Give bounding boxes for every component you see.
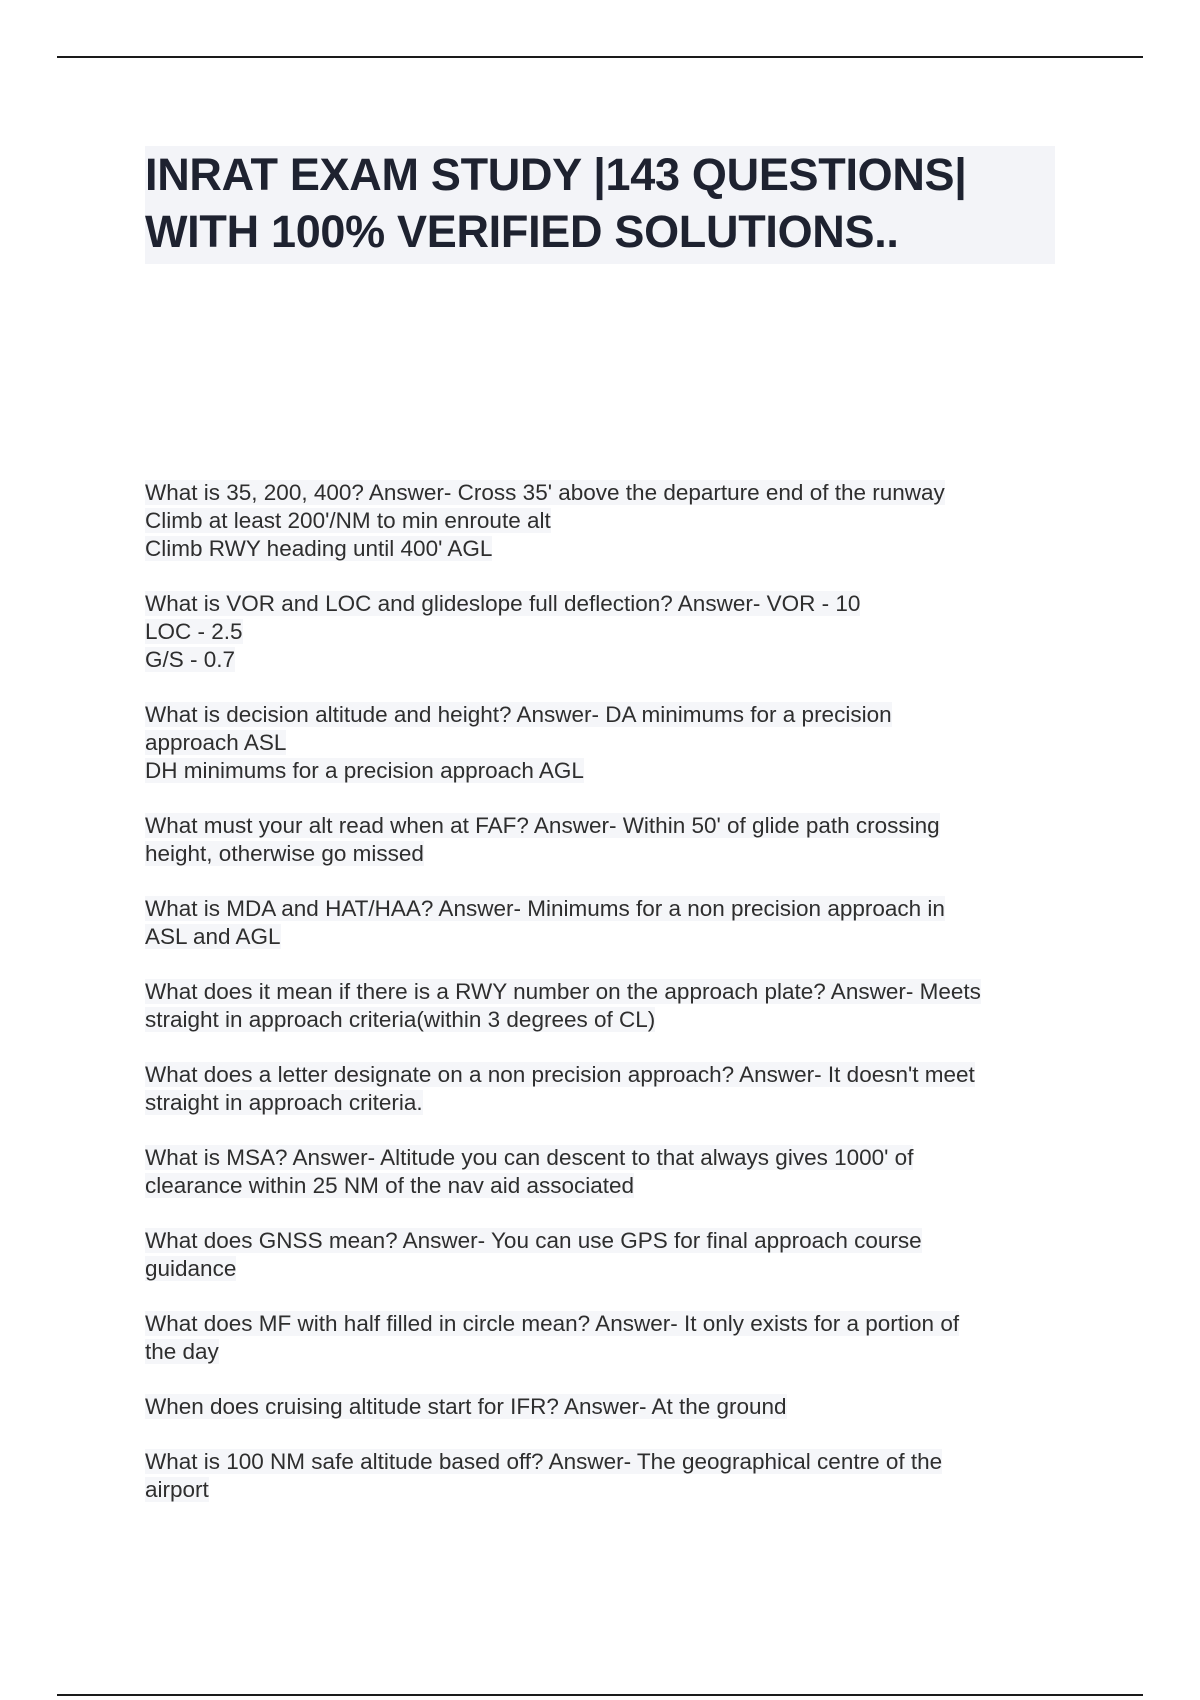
qa-line bbox=[145, 1393, 1075, 1421]
qa-line-text: What does a letter designate on a non precision approach? Answer- It doesn't meet bbox=[145, 1062, 975, 1087]
title-line-1: INRAT EXAM STUDY |143 QUESTIONS| bbox=[145, 149, 967, 200]
qa-line-text: What is MDA and HAT/HAA? Answer- Minimums for a non precision approach in bbox=[145, 896, 945, 921]
qa-line-text: Climb RWY heading until 400' AGL bbox=[145, 536, 493, 561]
top-rule bbox=[57, 56, 1143, 58]
qa-line-text: the day bbox=[145, 1339, 219, 1364]
qa-line-text: G/S - 0.7 bbox=[145, 647, 236, 672]
qa-line bbox=[145, 757, 1075, 785]
qa-line bbox=[145, 479, 1075, 507]
qa-item bbox=[145, 895, 1075, 951]
qa-line bbox=[145, 923, 1075, 951]
qa-line bbox=[145, 1310, 1075, 1338]
qa-line bbox=[145, 646, 1075, 674]
qa-line bbox=[145, 1006, 1075, 1034]
qa-line bbox=[145, 1172, 1075, 1200]
qa-item bbox=[145, 1061, 1075, 1117]
qa-item bbox=[145, 1310, 1075, 1366]
qa-line-text: What does MF with half filled in circle mean? Answer- It only exists for a portion of bbox=[145, 1311, 960, 1336]
qa-line bbox=[145, 701, 1075, 729]
qa-item bbox=[145, 812, 1075, 868]
qa-line-text: height, otherwise go missed bbox=[145, 841, 424, 866]
qa-line bbox=[145, 729, 1075, 757]
qa-item bbox=[145, 1227, 1075, 1283]
qa-line-text: LOC - 2.5 bbox=[145, 619, 243, 644]
document-title bbox=[145, 146, 1055, 264]
qa-line-text: What must your alt read when at FAF? Answer- Within 50' of glide path crossing bbox=[145, 813, 940, 838]
qa-item bbox=[145, 1393, 1075, 1421]
qa-line bbox=[145, 590, 1075, 618]
qa-line-text: guidance bbox=[145, 1256, 237, 1281]
qa-line bbox=[145, 1476, 1075, 1504]
qa-line bbox=[145, 1061, 1075, 1089]
qa-line-text: Climb at least 200'/NM to min enroute alt bbox=[145, 508, 551, 533]
qa-line-text: approach ASL bbox=[145, 730, 287, 755]
qa-line-text: When does cruising altitude start for IFR? Answer- At the ground bbox=[145, 1394, 787, 1419]
qa-line bbox=[145, 1338, 1075, 1366]
qa-item bbox=[145, 479, 1075, 563]
qa-item bbox=[145, 1448, 1075, 1504]
qa-line bbox=[145, 812, 1075, 840]
qa-line-text: airport bbox=[145, 1477, 209, 1502]
qa-line-text: DH minimums for a precision approach AGL bbox=[145, 758, 584, 783]
title-line-2: WITH 100% VERIFIED SOLUTIONS.. bbox=[145, 206, 899, 257]
qa-line bbox=[145, 535, 1075, 563]
qa-list bbox=[145, 479, 1075, 1531]
qa-item bbox=[145, 701, 1075, 785]
qa-line bbox=[145, 618, 1075, 646]
qa-line bbox=[145, 1144, 1075, 1172]
qa-line bbox=[145, 1448, 1075, 1476]
qa-line-text: What is decision altitude and height? Answer- DA minimums for a precision bbox=[145, 702, 892, 727]
qa-line bbox=[145, 1227, 1075, 1255]
qa-item bbox=[145, 590, 1075, 674]
qa-item bbox=[145, 1144, 1075, 1200]
bottom-rule bbox=[57, 1694, 1143, 1696]
qa-line bbox=[145, 978, 1075, 1006]
qa-line bbox=[145, 507, 1075, 535]
qa-line-text: What is 35, 200, 400? Answer- Cross 35' above the departure end of the runway bbox=[145, 480, 945, 505]
qa-line-text: clearance within 25 NM of the nav aid associated bbox=[145, 1173, 635, 1198]
qa-line-text: What is VOR and LOC and glideslope full deflection? Answer- VOR - 10 bbox=[145, 591, 861, 616]
qa-line bbox=[145, 895, 1075, 923]
qa-line bbox=[145, 1089, 1075, 1117]
qa-line-text: What does GNSS mean? Answer- You can use GPS for final approach course bbox=[145, 1228, 922, 1253]
qa-line-text: straight in approach criteria(within 3 degrees of CL) bbox=[145, 1007, 656, 1032]
qa-line-text: What is 100 NM safe altitude based off? Answer- The geographical centre of the bbox=[145, 1449, 943, 1474]
qa-line bbox=[145, 840, 1075, 868]
qa-item bbox=[145, 978, 1075, 1034]
qa-line bbox=[145, 1255, 1075, 1283]
qa-line-text: What does it mean if there is a RWY number on the approach plate? Answer- Meets bbox=[145, 979, 981, 1004]
qa-line-text: straight in approach criteria. bbox=[145, 1090, 423, 1115]
qa-line-text: ASL and AGL bbox=[145, 924, 281, 949]
qa-line-text: What is MSA? Answer- Altitude you can descent to that always gives 1000' of bbox=[145, 1145, 914, 1170]
